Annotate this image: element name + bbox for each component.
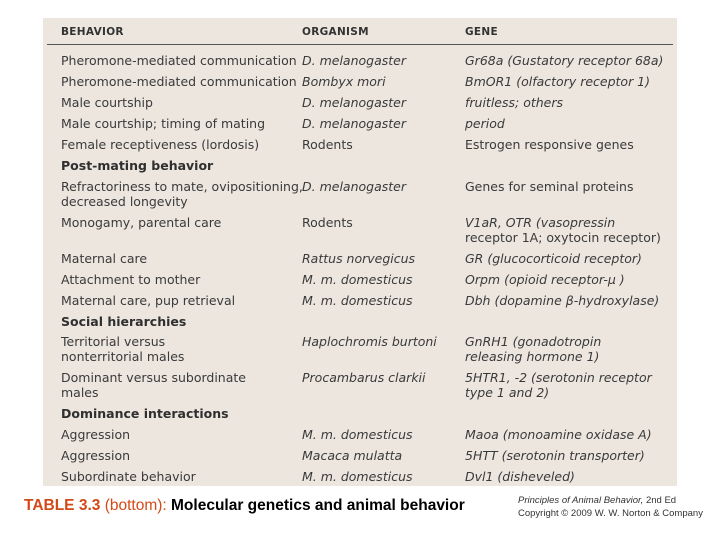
caption-title: Molecular genetics and animal behavior: [171, 497, 465, 514]
organism-cell: Rattus norvegicus: [302, 251, 416, 266]
gene-cell: Orpm (opioid receptor-μ ): [465, 272, 625, 287]
section-title: Dominance interactions: [61, 406, 229, 421]
organism-cell: M. m. domesticus: [302, 469, 413, 484]
header-behavior: BEHAVIOR: [61, 26, 124, 38]
behavior-cell: Territorial versus: [61, 334, 166, 349]
behavior-cell: Attachment to mother: [61, 272, 201, 287]
behavior-cell: Dominant versus subordinate: [61, 370, 246, 385]
behavior-cell-line2: males: [61, 385, 99, 400]
behavior-cell: Pheromone-mediated communication: [61, 53, 297, 68]
behavior-cell-line2: decreased longevity: [61, 194, 188, 209]
organism-cell: Haplochromis burtoni: [302, 334, 437, 349]
gene-cell: V1aR, OTR (vasopressin: [465, 215, 616, 230]
gene-cell: Genes for seminal proteins: [465, 179, 634, 194]
caption-part: (bottom):: [104, 497, 167, 514]
behavior-cell: Monogamy, parental care: [61, 215, 222, 230]
behavior-cell: Female receptiveness (lordosis): [61, 137, 260, 152]
book-title: Principles of Animal Behavior,: [518, 495, 644, 506]
behavior-cell: Maternal care, pup retrieval: [61, 293, 236, 308]
behavior-cell-line2: nonterritorial males: [61, 349, 185, 364]
gene-cell: Dvl1 (disheveled): [465, 469, 575, 484]
gene-cell: GR (glucocorticoid receptor): [465, 251, 642, 266]
section-title: Post-mating behavior: [61, 158, 214, 173]
gene-cell-line2: type 1 and 2): [465, 385, 550, 400]
behavior-cell: Maternal care: [61, 251, 148, 266]
gene-cell: 5HTR1, -2 (serotonin receptor: [465, 370, 652, 385]
gene-cell: Estrogen responsive genes: [465, 137, 634, 152]
gene-cell: BmOR1 (olfactory receptor 1): [465, 74, 651, 89]
behavior-cell: Male courtship: [61, 95, 153, 110]
gene-cell-line2: releasing hormone 1): [465, 349, 600, 364]
section-title: Social hierarchies: [61, 314, 187, 329]
organism-cell: D. melanogaster: [302, 95, 406, 110]
organism-cell: Rodents: [302, 137, 353, 152]
book-credit: [518, 494, 703, 520]
caption-label: TABLE 3.3: [24, 497, 101, 514]
header-gene: GENE: [465, 26, 498, 38]
book-edition: 2nd Ed: [643, 495, 677, 506]
organism-cell: M. m. domesticus: [302, 427, 413, 442]
gene-cell: period: [465, 116, 505, 131]
header-divider: [47, 44, 673, 45]
gene-cell: 5HTT (serotonin transporter): [465, 448, 645, 463]
gene-cell: Dbh (dopamine β-hydroxylase): [465, 293, 660, 308]
organism-cell: Bombyx mori: [302, 74, 386, 89]
header-organism: ORGANISM: [302, 26, 369, 38]
behavior-cell: Aggression: [61, 448, 131, 463]
organism-cell: D. melanogaster: [302, 53, 406, 68]
organism-cell: D. melanogaster: [302, 116, 406, 131]
gene-cell: fruitless; others: [465, 95, 564, 110]
organism-cell: M. m. domesticus: [302, 272, 413, 287]
behavior-cell: Subordinate behavior: [61, 469, 196, 484]
behavior-cell: Aggression: [61, 427, 131, 442]
organism-cell: Rodents: [302, 215, 353, 230]
behavior-cell: Refractoriness to mate, ovipositioning,: [61, 179, 303, 194]
gene-cell: Maoa (monoamine oxidase A): [465, 427, 652, 442]
organism-cell: Macaca mulatta: [302, 448, 403, 463]
organism-cell: D. melanogaster: [302, 179, 406, 194]
behavior-cell: Pheromone-mediated communication: [61, 74, 297, 89]
gene-cell: GnRH1 (gonadotropin: [465, 334, 602, 349]
table-caption: [24, 497, 465, 515]
behavior-cell: Male courtship; timing of mating: [61, 116, 266, 131]
gene-cell-line2: receptor 1A; oxytocin receptor): [465, 230, 661, 245]
gene-cell: Gr68a (Gustatory receptor 68a): [465, 53, 664, 68]
copyright-line: Copyright © 2009 W. W. Norton & Company: [518, 508, 703, 519]
organism-cell: Procambarus clarkii: [302, 370, 426, 385]
organism-cell: M. m. domesticus: [302, 293, 413, 308]
